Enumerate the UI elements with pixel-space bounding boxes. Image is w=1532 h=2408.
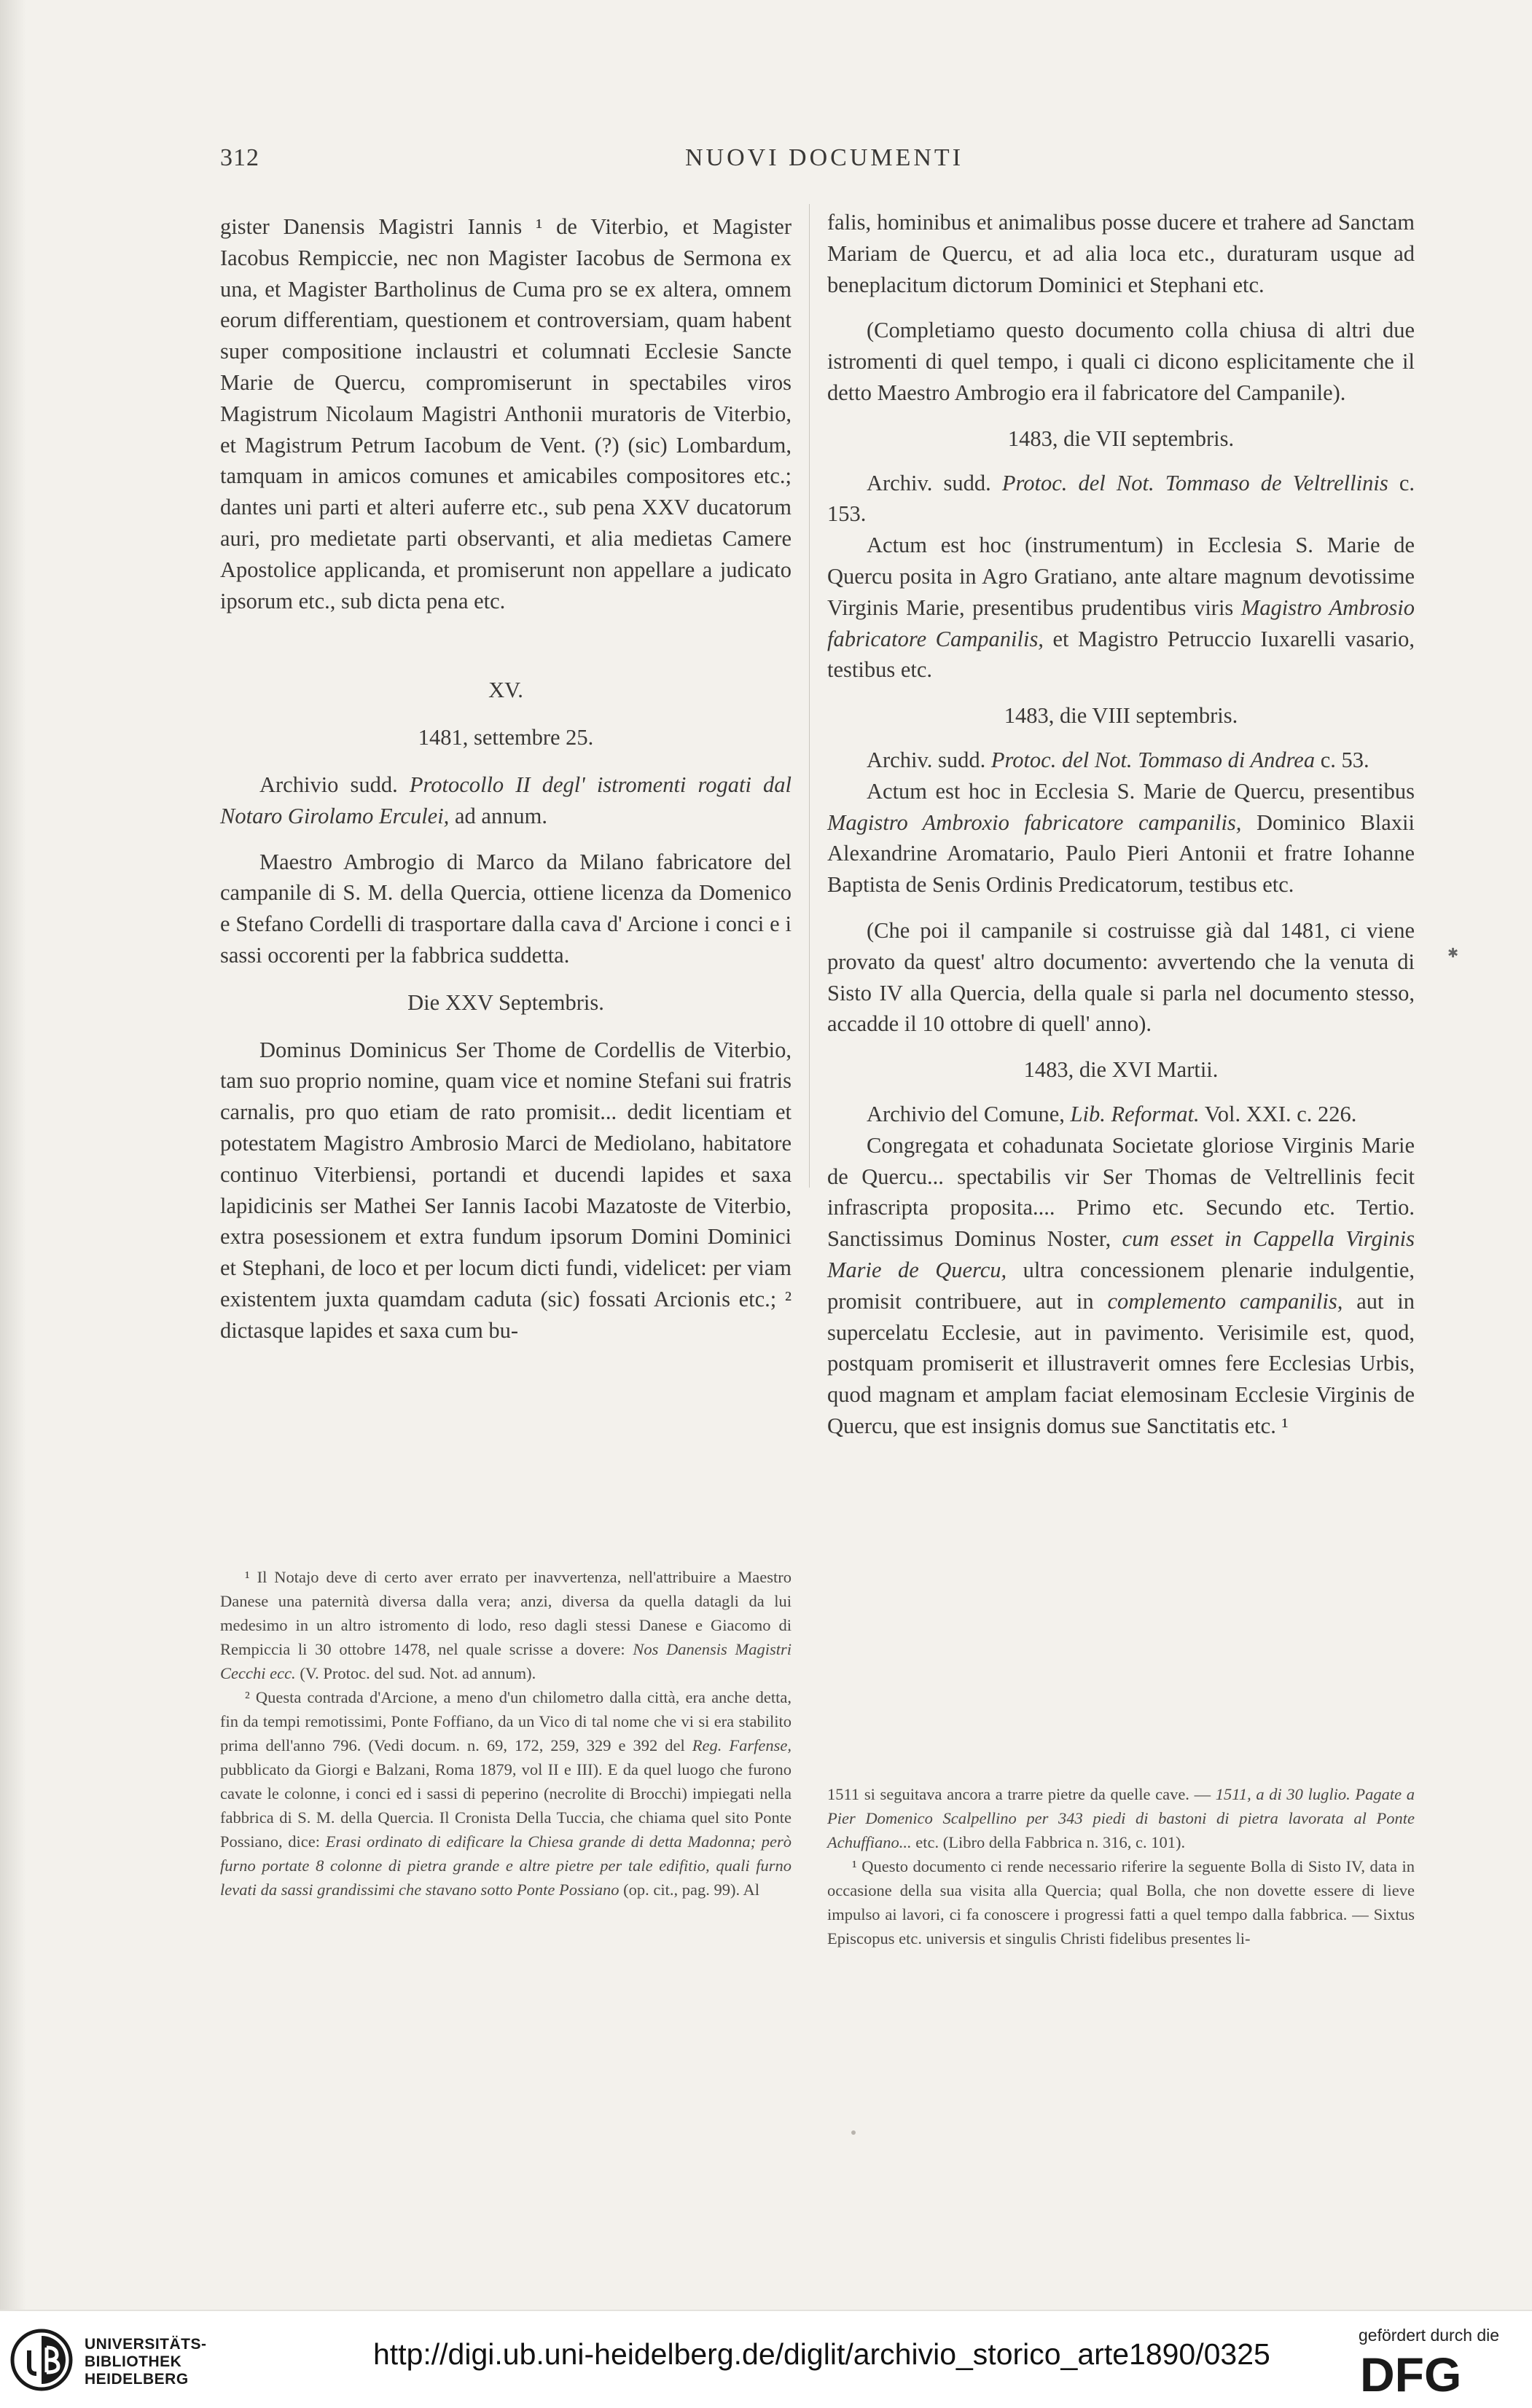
document-date: Die XXV Septembris. [407, 989, 604, 1015]
paragraph: Actum est hoc in Ecclesia S. Marie de Quercu, presentibus Magistro Ambroxio fabricatore campanilis, Dominico Blaxii Alexandrine Aromatario, Paulo Pieri Antonii et fratre Iohanne Baptista de Senis Ordinis Predicatorum, testibus etc. [827, 778, 1415, 898]
page-number: 312 [220, 144, 259, 171]
paragraph: Maestro Ambrogio di Marco da Milano fabricatore del campanile di S. M. della Quercia, ottiene licenza da Domenico e Stefano Cordelli di trasportare dalla cava d' Arcione i conci e i sassi occorenti per la fabbrica suddetta. [220, 849, 792, 968]
library-name[interactable] [85, 2336, 207, 2388]
paragraph: Actum est hoc (instrumentum) in Ecclesia S. Marie de Quercu posita in Agro Gratiano, ante altare magnum devotissime Virginis Marie, presentibus prudentibus viris Magistro Ambrosio fabricatore Campanilis, et Magistro Petruccio Iuxarelli vasario, testibus etc. [827, 533, 1415, 683]
running-title: NUOVI DOCUMENTI [685, 144, 964, 171]
archive-reference: Archiv. sudd. Protoc. del Not. Tommaso di Andrea c. 53. [867, 747, 1369, 772]
document-date: 1483, die VII septembris. [1007, 425, 1235, 451]
university-library-logo-icon[interactable] [10, 2329, 73, 2391]
footnote: 1511 si seguitava ancora a trarre pietre da quelle cave. — 1511, a di 30 luglio. Pagate a Pier Domenico Scalpellino per 343 piedi di bastoni di pietra lavorata al Ponte Achuffiano... etc. (Libro della Fabbrica n. 316, c. 101). [827, 1785, 1415, 1851]
page-speck [851, 2130, 856, 2135]
paragraph: (Che poi il campanile si costruisse già dal 1481, ci viene provato da quest' altro documento: avvertendo che la venuta di Sisto IV alla Quercia, della quale si parla nel documento stesso, accadde il 10 ottobre di quell' anno). [827, 917, 1415, 1037]
page-gutter-shadow [0, 0, 26, 2310]
paragraph: Dominus Dominicus Ser Thome de Cordellis de Viterbio, tam suo proprio nomine, quam vice et nomine Stefani sui fratris carnalis, pro quo etiam de rato promisit... dedit licentiam et potestatem Magistro Ambrosio Marci de Mediolano, habitatore continuo Viterbiensi, portandi et ducendi lapides et saxa lapidicinis ser Mathei Ser Iannis Iacobi Mazatoste de Viterbio, extra posessionem et extra fundum ipsorum Domini Dominici et Stephani, de loco et per locum dicti fundi, videlicet: per viam existentem juxta quamdam caduta (sic) fossati Arcionis etc.; ² dictasque lapides et saxa cum bu- [220, 1037, 792, 1343]
document-date: 1481, settembre 25. [418, 725, 594, 750]
section-heading: XV. [488, 678, 523, 703]
library-name-line: UNIVERSITÄTS- [85, 2336, 207, 2353]
library-name-line: HEIDELBERG [85, 2371, 189, 2388]
archive-reference: Archiv. sudd. Protoc. del Not. Tommaso de Veltrellinis c. 153. [827, 470, 1415, 527]
footnotes-right [827, 1782, 1415, 1950]
paragraph: (Completiamo questo documento colla chiusa di altri due istromenti di quel tempo, i quali ci dicono esplicitamente che il detto Maestro Ambrogio era il fabricatore del Campanile). [827, 318, 1415, 405]
column-divider [809, 204, 810, 1188]
footnote: ¹ Questo documento ci rende necessario riferire la seguente Bolla di Sisto IV, data in occasione della sua visita alla Quercia; qual Bolla, che non dovette essere di lieve impulso ai lavori, ci fa conoscere i progressi fatti a quel tempo dalla fabbrica. — Sixtus Episcopus etc. universis et singulis Christi fidelibus presentes li- [827, 1857, 1415, 1948]
footnotes-left [220, 1565, 792, 1902]
footnote: ¹ Il Notajo deve di certo aver errato per inavvertenza, nell'attribuire a Maestro Danese una paternità diversa dalla vera; anzi, diversa da quella datagli da lui medesimo in un altro istromento di lodo, reso dagli stessi Danese e Giacomo di Rempiccia li 30 ottobre 1478, nel quale scrisse a dovere: Nos Danensis Magistri Cecchi ecc. (V. Protoc. del sud. Not. ad annum). [220, 1568, 792, 1682]
paragraph: gister Danensis Magistri Iannis ¹ de Viterbio, et Magister Iacobus Rempiccie, nec non Magister Iacobus de Sermona ex una, et Magister Bartholinus de Cuma pro se ex altera, omnem eorum differentiam, questionem et controversiam, quam habent super compositione inclaustri et columnati Ecclesie Sancte Marie de Quercu, compromiserunt in spectabiles viros Magistrum Nicolaum Magistri Anthonii muratoris de Viterbio, et Magistrum Petrum Iacobum de Vent. (?) (sic) Lombardum, tamquam in amicos comunes et amicabiles compositores etc.; dantes uni parti et alteri auferre etc., sub pena XXV ducatorum auri, pro medietate parti observanti, et alia medietas Camere Apostolice applicanda, et promiserunt non appellare a judicato ipsorum etc., sub dicta pena etc. [220, 214, 792, 613]
dfg-logo-text: DFG [1360, 2350, 1462, 2396]
funded-by-label: gefördert durch die [1359, 2326, 1500, 2345]
library-name-line: BIBLIOTHEK [85, 2353, 182, 2370]
permalink-url[interactable]: http://digi.ub.uni-heidelberg.de/diglit/archivio_storico_arte1890/0325 [373, 2337, 1270, 2371]
margin-mark: ✱ [1447, 946, 1459, 960]
document-date: 1483, die XVI Martii. [1023, 1057, 1219, 1083]
document-date: 1483, die VIII septembris. [1004, 703, 1238, 729]
right-column [827, 207, 1415, 1442]
paragraph: Congregata et cohadunata Societate gloriose Virginis Marie de Quercu... spectabilis vir Ser Thomas de Veltrellinis fecit infrascripta proposita.... Primo etc. Secundo etc. Tertio. Sanctissimus Dominus Noster, cum esset in Cappella Virginis Marie de Quercu, ultra concessionem plenarie indulgentie, promisit contribuere, aut in complemento campanilis, aut in supercelatu Ecclesie, aut in pavimento. Verisimile est, quod, postquam promiserit et illustraverit omnes fere Ecclesias Urbis, quod magnam et amplam faciat elemosinam Ecclesie Virginis de Quercu, que est insignis domus sue Sanctitatis etc. ¹ [827, 1132, 1415, 1438]
footnote: ² Questa contrada d'Arcione, a meno d'un chilometro dalla città, era anche detta, fin da tempi remotissimi, Ponte Foffiano, da un Vico di tal nome che vi si era stabilito prima dell'anno 796. (Vedi docum. n. 69, 172, 259, 329 e 392 del Reg. Farfense, pubblicato da Giorgi e Balzani, Roma 1879, vol II e III). E da quel luogo che furono cavate le colonne, i conci ed i sassi di peperino (necrolite di Brocchi) impiegati nella fabbrica di S. M. della Quercia. Il Cronista Della Tuccia, che chiama quel sito Ponte Possiano, dice: Erasi ordinato di edificare la Chiesa grande di detta Madonna; però furno portate 8 colonne di pietra grande e altre pietre per tale edifitio, quali furno levati da sassi grandissimi che stavano sotto Ponte Possiano (op. cit., pag. 99). Al [220, 1688, 792, 1899]
paragraph: falis, hominibus et animalibus posse ducere et trahere ad Sanctam Mariam de Quercu, et ad alia loca etc., duraturam usque ad beneplacitum dictorum Dominici et Stephani etc. [827, 210, 1415, 297]
archive-reference: Archivio del Comune, Lib. Reformat. Vol. XXI. c. 226. [867, 1101, 1357, 1126]
left-column [220, 211, 792, 1346]
archive-reference: Archivio sudd. Protocollo II degl' istromenti rogati dal Notaro Girolamo Erculei, ad annum. [220, 772, 792, 828]
dfg-logo-icon[interactable] [1357, 2350, 1519, 2396]
